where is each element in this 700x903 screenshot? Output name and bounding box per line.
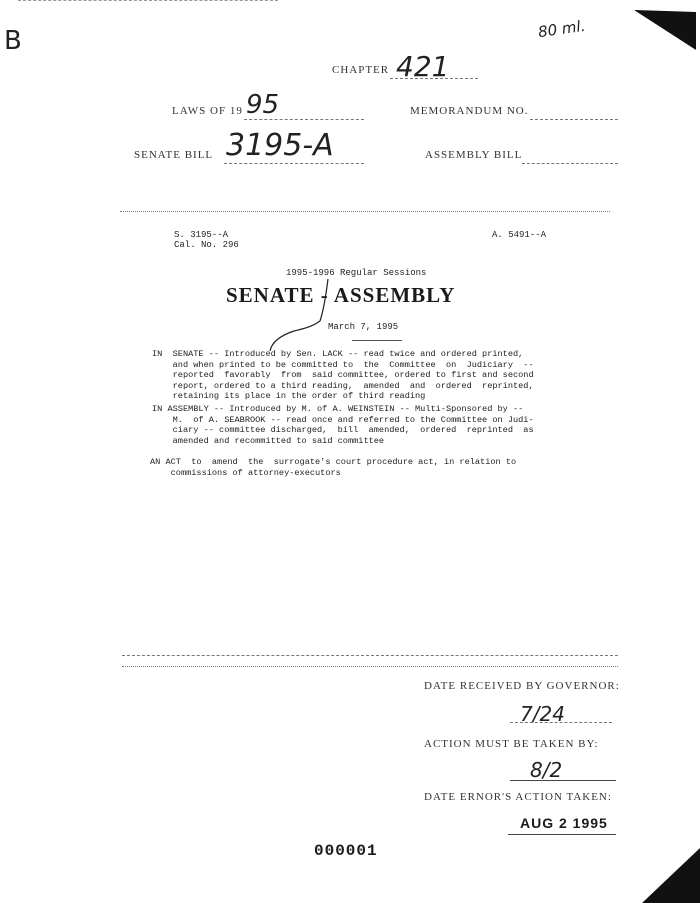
date-received-label: DATE RECEIVED BY GOVERNOR: xyxy=(424,680,620,692)
chapter-line xyxy=(390,78,478,79)
senate-paragraph: IN SENATE -- Introduced by Sen. LACK -- read twice and ordered printed, and when printed to be committed to the Committee on Judiciary -- reported favorably from said committee, ordered to first and second report, ordered to a third reading, amended and ordered reprinted, retaining its place in the order of third reading xyxy=(152,349,534,401)
assembly-paragraph: IN ASSEMBLY -- Introduced by M. of A. WEINSTEIN -- Multi-Sponsored by -- M. of A. SEABROOK -- read once and referred to the Committee on Judi- ciary -- committee discharged, bill amended, ordered reprinted as amended and recommitted to said committee xyxy=(152,404,534,446)
assembly-bill-label: ASSEMBLY BILL xyxy=(425,149,523,161)
bottom-right-corner-fold xyxy=(640,848,700,903)
header-separator xyxy=(120,211,610,212)
bill-date: March 7, 1995 xyxy=(328,322,399,332)
senate-bill-line xyxy=(224,163,364,164)
assembly-number: A. 5491--A xyxy=(492,230,547,240)
date-underline xyxy=(352,340,402,341)
footer-separator-1 xyxy=(122,655,618,656)
footer-separator-2 xyxy=(122,666,618,667)
date-received-value: 7/24 xyxy=(520,702,565,726)
top-right-corner-fold xyxy=(612,4,696,50)
handwritten-check-mark xyxy=(262,275,342,355)
document-title: SENATE - ASSEMBLY xyxy=(226,283,456,307)
laws-value: 95 xyxy=(246,90,280,120)
assembly-bill-line xyxy=(522,163,618,164)
calendar-number: Cal. No. 296 xyxy=(174,240,239,250)
action-deadline-line xyxy=(510,780,616,781)
action-taken-line xyxy=(508,834,616,835)
chapter-label: CHAPTER xyxy=(332,64,390,76)
action-taken-stamp: AUG 2 1995 xyxy=(520,815,608,831)
corner-handwritten-note: 80 ml. xyxy=(536,16,587,42)
session-line: 1995-1996 Regular Sessions xyxy=(286,268,427,278)
senate-bill-value: 3195-A xyxy=(226,128,334,163)
action-taken-label: DATE ERNOR'S ACTION TAKEN: xyxy=(424,791,612,803)
memorandum-line xyxy=(530,119,618,120)
senate-number: S. 3195--A xyxy=(174,230,229,240)
action-deadline-label: ACTION MUST BE TAKEN BY: xyxy=(424,738,599,750)
top-scan-line xyxy=(18,0,278,1)
act-paragraph: AN ACT to amend the surrogate's court procedure act, in relation to commissions of attorney-executors xyxy=(150,457,517,478)
corner-handwritten-mark: B xyxy=(4,26,22,56)
senate-bill-label: SENATE BILL xyxy=(134,149,214,161)
laws-label: LAWS OF 19 xyxy=(172,105,243,117)
memorandum-label: MEMORANDUM NO. xyxy=(410,105,529,117)
chapter-value: 421 xyxy=(396,50,450,83)
date-received-line xyxy=(510,722,612,723)
laws-line xyxy=(244,119,364,120)
action-deadline-value: 8/2 xyxy=(530,758,563,782)
page-number: 000001 xyxy=(314,842,378,860)
